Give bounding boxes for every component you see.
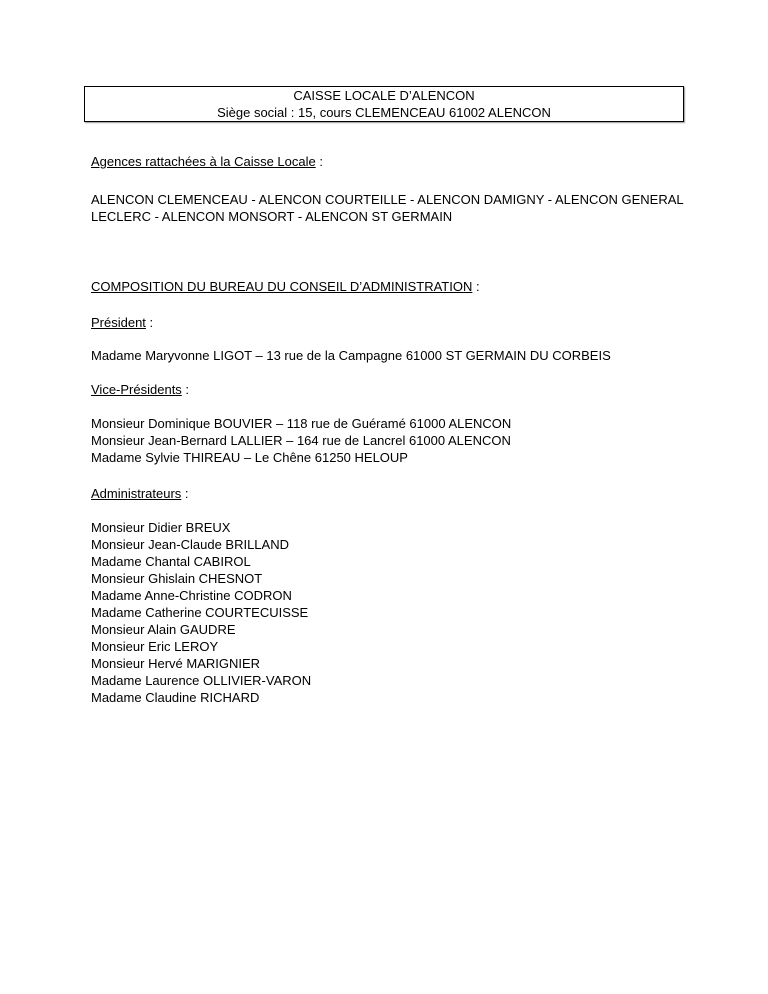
bureau-heading <box>91 278 480 295</box>
president-heading <box>91 314 153 331</box>
administrateur-member: Madame Claudine RICHARD <box>91 690 260 705</box>
vice-presidents-heading <box>91 381 189 398</box>
bureau-colon: : <box>472 279 480 294</box>
president-list <box>91 347 611 364</box>
administrateur-member: Madame Catherine COURTECUISSE <box>91 605 309 620</box>
agences-label: Agences rattachées à la Caisse Locale <box>91 154 316 169</box>
administrateurs-colon: : <box>181 486 189 501</box>
administrateur-member: Monsieur Jean-Claude BRILLAND <box>91 537 289 552</box>
administrateur-member: Monsieur Alain GAUDRE <box>91 622 236 637</box>
caisse-title: CAISSE LOCALE D’ALENCON <box>293 88 475 103</box>
administrateur-member: Madame Anne-Christine CODRON <box>91 588 292 603</box>
vice-presidents-list <box>91 415 511 466</box>
president-label: Président <box>91 315 146 330</box>
vice-presidents-label: Vice-Présidents <box>91 382 182 397</box>
administrateurs-list <box>91 519 311 706</box>
vice-presidents-colon: : <box>181 382 190 397</box>
agences-heading <box>91 153 323 170</box>
agences-colon: : <box>315 154 323 169</box>
administrateur-member: Monsieur Eric LEROY <box>91 639 219 654</box>
administrateurs-label: Administrateurs <box>91 486 182 501</box>
bureau-label: COMPOSITION DU BUREAU DU CONSEIL D’ADMINISTRATION <box>91 279 473 294</box>
siege-social-address: Siège social : 15, cours CLEMENCEAU 61002 ALENCON <box>217 105 551 120</box>
header-box <box>84 86 684 122</box>
agences-list <box>91 191 684 225</box>
administrateurs-heading <box>91 485 189 502</box>
president-colon: : <box>145 315 154 330</box>
administrateur-member: Monsieur Didier BREUX <box>91 520 231 535</box>
vice-president-member: Monsieur Jean-Bernard LALLIER – 164 rue de Lancrel 61000 ALENCON <box>91 433 511 448</box>
vice-president-member: Madame Sylvie THIREAU – Le Chêne 61250 HELOUP <box>91 450 408 465</box>
administrateur-member: Monsieur Hervé MARIGNIER <box>91 656 261 671</box>
agences-line-1: ALENCON CLEMENCEAU - ALENCON COURTEILLE - ALENCON DAMIGNY - ALENCON GENERAL <box>91 192 684 207</box>
administrateur-member: Monsieur Ghislain CHESNOT <box>91 571 263 586</box>
administrateur-member: Madame Chantal CABIROL <box>91 554 251 569</box>
vice-president-member: Monsieur Dominique BOUVIER – 118 rue de Guéramé 61000 ALENCON <box>91 416 512 431</box>
agences-line-2: LECLERC - ALENCON MONSORT - ALENCON ST GERMAIN <box>91 209 453 224</box>
administrateur-member: Madame Laurence OLLIVIER-VARON <box>91 673 312 688</box>
president-member: Madame Maryvonne LIGOT – 13 rue de la Campagne 61000 ST GERMAIN DU CORBEIS <box>91 348 611 363</box>
